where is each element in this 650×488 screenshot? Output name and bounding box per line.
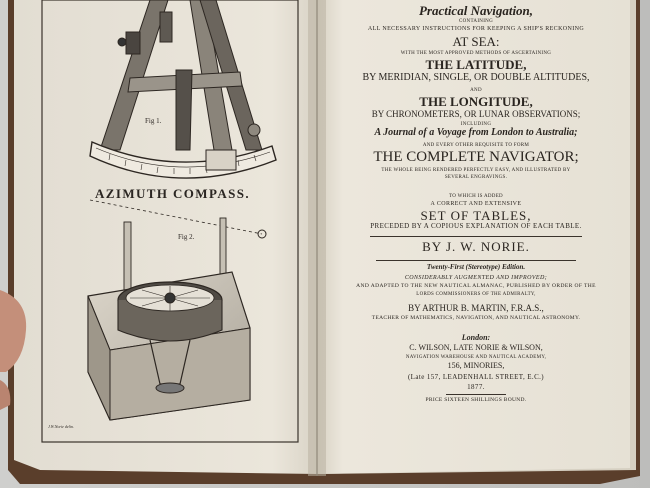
fig1-label: Fig 1.: [145, 117, 162, 125]
line-containing: CONTAINING: [459, 19, 493, 24]
line-teacher: TEACHER OF MATHEMATICS, NAVIGATION, AND NAUTICAL ASTRONOMY.: [371, 315, 581, 321]
line-almanac: AND ADAPTED TO THE NEW NAUTICAL ALMANAC, PUBLISHED BY ORDER OF THE: [356, 283, 596, 289]
title-practical-navigation: Practical Navigation,: [418, 3, 534, 18]
rule-2: [376, 260, 576, 261]
fig2-label: Fig 2.: [178, 233, 195, 241]
line-lords: LORDS COMMISSIONERS OF THE ADMIRALTY,: [416, 292, 536, 297]
title-page: [320, 0, 632, 470]
line-instructions: ALL NECESSARY INSTRUCTIONS FOR KEEPING A SHIP'S RECKONING: [367, 26, 585, 32]
line-copious: PRECEDED BY A COPIOUS EXPLANATION OF EACH TABLE.: [370, 222, 582, 230]
line-longitude: THE LONGITUDE,: [419, 94, 533, 109]
line-year: 1877.: [467, 383, 485, 391]
line-including: INCLUDING: [460, 122, 492, 127]
line-leadenhall: (Late 157, LEADENHALL STREET, E.C.): [407, 373, 545, 381]
line-journal: A Journal of a Voyage from London to Australia;: [374, 127, 578, 138]
line-edition: Twenty-First (Stereotype) Edition.: [426, 263, 526, 271]
line-engravings: SEVERAL ENGRAVINGS.: [444, 175, 508, 180]
line-correct: A CORRECT AND EXTENSIVE: [430, 201, 522, 207]
line-altitudes: BY MERIDIAN, SINGLE, OR DOUBLE ALTITUDES,: [362, 72, 590, 83]
line-chronometers: BY CHRONOMETERS, OR LUNAR OBSERVATIONS;: [371, 109, 581, 119]
line-requisite: AND EVERY OTHER REQUISITE TO FORM: [422, 143, 530, 148]
line-added: TO WHICH IS ADDED: [449, 194, 503, 199]
line-at-sea: AT SEA:: [452, 34, 500, 49]
rule-1: [370, 236, 582, 237]
line-london: London:: [461, 333, 491, 342]
line-and: AND: [470, 88, 482, 93]
line-by-martin: BY ARTHUR B. MARTIN, F.R.A.S.,: [408, 303, 544, 313]
line-complete-navigator: THE COMPLETE NAVIGATOR;: [373, 149, 579, 165]
engraver-credit: J.W.Norie delin.: [48, 424, 74, 429]
line-set-of-tables: SET OF TABLES,: [420, 208, 532, 223]
line-latitude: THE LATITUDE,: [425, 57, 527, 72]
line-price: PRICE SIXTEEN SHILLINGS BOUND.: [425, 397, 527, 403]
line-methods: WITH THE MOST APPROVED METHODS OF ASCERTAINING: [400, 51, 552, 56]
rule-3: [446, 394, 506, 395]
plate-caption: AZIMUTH COMPASS.: [95, 186, 251, 201]
line-warehouse: NAVIGATION WAREHOUSE AND NAUTICAL ACADEMY,: [405, 355, 547, 360]
line-minories: 156, MINORIES,: [447, 361, 505, 370]
line-wilson: C. WILSON, LATE NORIE & WILSON,: [409, 343, 543, 352]
line-by-norie: BY J. W. NORIE.: [422, 239, 530, 254]
line-augmented: CONSIDERABLY AUGMENTED AND IMPROVED;: [404, 275, 548, 281]
line-whole: THE WHOLE BEING RENDERED PERFECTLY EASY, AND ILLUSTRATED BY: [381, 168, 571, 173]
